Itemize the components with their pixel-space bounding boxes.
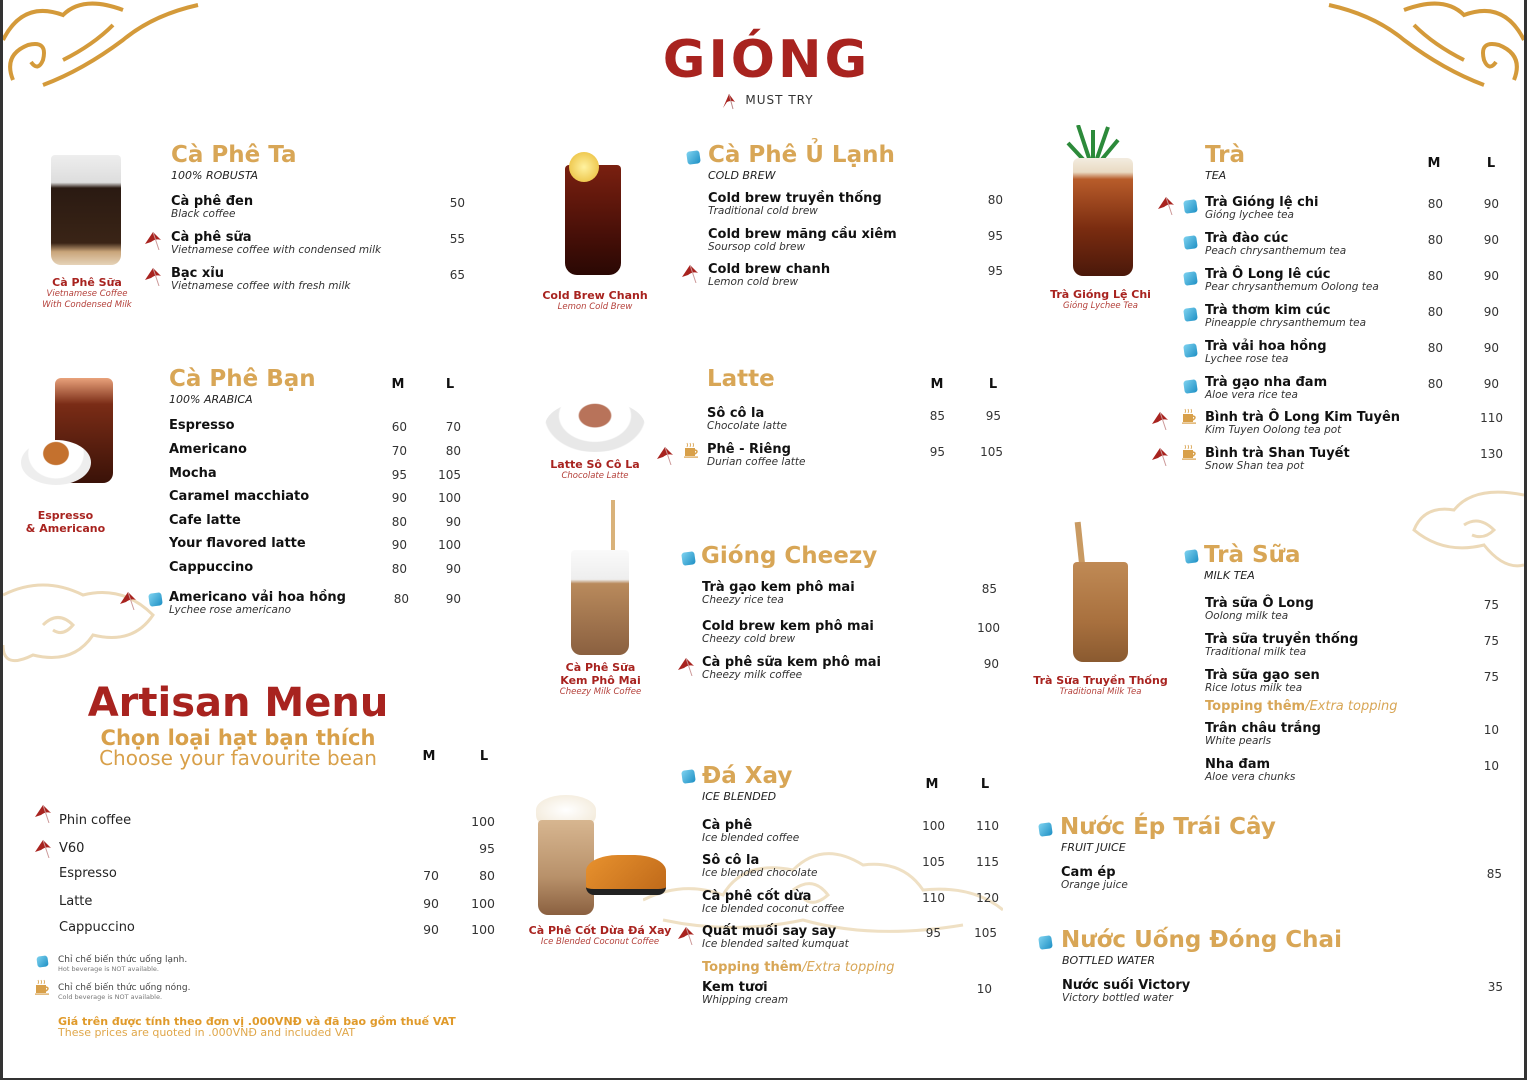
menu-item: [1205, 231, 1346, 257]
item-price: 10: [976, 982, 992, 996]
must-try-flag-icon: [1156, 195, 1178, 215]
caption-name: Cà Phê Sữa: [565, 661, 636, 674]
price-l: 100: [471, 922, 495, 937]
photo-caption: [13, 509, 118, 535]
item-desc: Traditional milk tea: [1205, 646, 1307, 658]
price-l: 90: [1483, 233, 1499, 247]
item-name: Trà sữa Ô Long: [1205, 596, 1314, 611]
column-header-m: M: [391, 377, 405, 392]
legend-cold-en: Hot beverage is NOT available.: [58, 965, 159, 973]
price-m: 80: [393, 592, 409, 606]
menu-item: [1062, 978, 1190, 1004]
straw: [1075, 522, 1086, 567]
price-m: 90: [391, 491, 407, 505]
item-price: 55: [449, 232, 465, 246]
cold-only-icon: [1183, 307, 1198, 322]
topping-header: [1205, 699, 1398, 714]
artisan-title: Artisan Menu: [87, 680, 389, 726]
price-m: 70: [391, 444, 407, 458]
caption-name: Cà Phê Sữa: [52, 276, 122, 289]
item-name: Cà phê: [702, 818, 753, 833]
item-desc: Pear chrysanthemum Oolong tea: [1205, 281, 1379, 293]
cold-only-icon: [1038, 935, 1053, 950]
cold-only-icon: [1183, 271, 1198, 286]
menu-item: [1205, 303, 1366, 329]
item-price: 85: [1486, 867, 1502, 881]
price-l: 90: [445, 592, 461, 606]
caption-name: Kem Phô Mai: [560, 674, 641, 687]
item-name: Cold brew mãng cầu xiêm: [708, 227, 897, 242]
cold-only-icon: [681, 551, 696, 566]
item-desc: Soursop cold brew: [708, 241, 806, 253]
price-l: 100: [471, 814, 495, 829]
item-name: Espresso: [169, 418, 235, 433]
price-l: 130: [1480, 447, 1503, 461]
price-l: 95: [479, 841, 495, 856]
column-header-l: L: [1486, 156, 1496, 171]
item-name: Kem tươi: [702, 980, 768, 995]
price-l: 100: [438, 491, 461, 505]
menu-item: [1205, 339, 1327, 365]
must-try-flag-icon: [719, 90, 739, 110]
drink-photo-latte: [545, 400, 645, 452]
menu-item: [169, 590, 346, 616]
menu-item: [1205, 267, 1379, 293]
hot-only-icon: [1182, 444, 1198, 460]
item-desc: Aloe vera rice tea: [1205, 389, 1298, 401]
price-l: 90: [1483, 377, 1499, 391]
item-desc: Ice blended chocolate: [702, 867, 818, 879]
column-header-m: M: [422, 749, 436, 764]
photo-caption: [1033, 674, 1168, 698]
menu-item: [1205, 668, 1320, 694]
section-subtitle: TEA: [1205, 169, 1227, 182]
price-m: 105: [922, 855, 945, 869]
item-name: Your flavored latte: [169, 536, 306, 551]
item-desc: Ice blended coconut coffee: [702, 903, 845, 915]
legend-hot-en: Cold beverage is NOT available.: [58, 993, 163, 1001]
item-desc: Peach chrysanthemum tea: [1205, 245, 1347, 257]
item-price: 95: [987, 229, 1003, 243]
cold-only-icon: [1183, 235, 1198, 250]
item-desc: Black coffee: [171, 208, 236, 220]
cold-only-icon: [681, 769, 696, 784]
item-name: Cold brew kem phô mai: [702, 619, 874, 634]
menu-item: [708, 191, 882, 217]
item-desc: Victory bottled water: [1062, 992, 1173, 1004]
price-l: 105: [974, 926, 997, 940]
item-name: Nước suối Victory: [1062, 978, 1191, 993]
price-l: 100: [471, 896, 495, 911]
column-header-l: L: [445, 377, 455, 392]
must-try-flag-icon: [1150, 446, 1172, 466]
item-price: 85: [981, 582, 997, 596]
brand-header: [3, 30, 1527, 114]
menu-item: [707, 442, 805, 468]
item-desc: Lychee rose tea: [1205, 353, 1289, 365]
item-price: 50: [449, 196, 465, 210]
price-note-en: These prices are quoted in .000VNĐ and included VAT: [58, 1026, 356, 1039]
caption-name: Espresso: [37, 509, 94, 522]
item-price: 90: [983, 657, 999, 671]
menu-item: [702, 580, 855, 606]
hot-only-icon: [35, 979, 51, 995]
price-m: 95: [391, 468, 407, 482]
price-m: 100: [922, 819, 945, 833]
item-desc: Cheezy rice tea: [702, 594, 784, 606]
column-header-l: L: [980, 777, 990, 792]
artisan-item-name: V60: [59, 841, 85, 856]
price-m: 60: [391, 420, 407, 434]
caption-en: Vietnamese Coffee: [46, 289, 128, 299]
item-name: Trà gạo nha đam: [1205, 375, 1328, 390]
item-desc: Snow Shan tea pot: [1205, 460, 1304, 472]
item-desc: Ice blended salted kumquat: [702, 938, 849, 950]
menu-item: [707, 406, 787, 432]
item-name: Cà phê sữa: [171, 230, 252, 245]
menu-item: [1205, 632, 1358, 658]
section-title: Latte: [707, 366, 775, 392]
caption-name: Cà Phê Cốt Dừa Đá Xay: [528, 924, 672, 937]
artisan-subtitle-en: Choose your favourite bean: [99, 746, 377, 770]
item-desc: Cheezy milk coffee: [702, 669, 803, 681]
item-desc: Cheezy cold brew: [702, 633, 796, 645]
item-desc: Whipping cream: [702, 994, 789, 1006]
photo-caption: [1043, 288, 1158, 312]
column-header-m: M: [925, 777, 939, 792]
section-title: Cà Phê Ủ Lạnh: [708, 142, 895, 168]
drink-photo-ca-phe-sua: [51, 155, 121, 265]
photo-caption: [543, 661, 658, 698]
price-l: 120: [976, 891, 999, 905]
item-desc: Rice lotus milk tea: [1205, 682, 1303, 694]
item-name: Trà vải hoa hồng: [1205, 339, 1327, 354]
item-name: Americano vải hoa hồng: [169, 590, 346, 605]
price-m: 90: [391, 538, 407, 552]
item-name: Cà phê đen: [171, 194, 254, 209]
cold-only-icon: [686, 150, 701, 165]
cold-only-icon: [1184, 549, 1199, 564]
must-try-flag-icon: [655, 445, 677, 465]
item-price: 65: [449, 268, 465, 282]
menu-item: [1205, 375, 1327, 401]
menu-item: [171, 230, 381, 256]
caption-name: & Americano: [25, 522, 106, 535]
price-m: 70: [423, 868, 439, 883]
price-m: 80: [1427, 341, 1443, 355]
item-name: Bình trà Ô Long Kim Tuyên: [1205, 410, 1401, 425]
item-desc: Durian coffee latte: [707, 456, 806, 468]
item-name: Sô cô la: [702, 853, 760, 868]
caption-name: Trà Sữa Truyền Thống: [1033, 674, 1168, 687]
menu-item: [1205, 596, 1314, 622]
menu-item: [171, 194, 253, 220]
section-title: Gióng Cheezy: [701, 543, 878, 569]
must-try-flag-icon: [143, 230, 165, 250]
item-desc: Ice blended coffee: [702, 832, 800, 844]
item-price: 100: [977, 621, 1000, 635]
section-title: Nước Uống Đóng Chai: [1061, 927, 1342, 953]
item-name: Cam ép: [1061, 865, 1116, 880]
photo-caption: [535, 458, 655, 482]
topping-en: /Extra topping: [802, 960, 895, 975]
caption-name: Latte Sô Cô La: [550, 458, 640, 471]
caption-en: Ice Blended Coconut Coffee: [540, 937, 660, 947]
item-name: Cafe latte: [169, 513, 241, 528]
cold-only-icon: [148, 592, 163, 607]
caption-en: Lemon Cold Brew: [557, 302, 633, 312]
price-l: 90: [1483, 305, 1499, 319]
must-try-flag-icon: [33, 803, 55, 823]
must-try-label: MUST TRY: [745, 93, 814, 107]
item-name: Trà đào cúc: [1205, 231, 1289, 246]
item-price: 75: [1483, 670, 1499, 684]
column-header-m: M: [1427, 156, 1441, 171]
item-name: Sô cô la: [707, 406, 765, 421]
price-l: 80: [445, 444, 461, 458]
caption-en: Traditional Milk Tea: [1059, 687, 1142, 697]
item-desc: Lychee rose americano: [169, 604, 292, 616]
item-desc: Chocolate latte: [707, 420, 787, 432]
drink-photo-lychee-tea: [1073, 158, 1133, 276]
item-name: Cà phê cốt dừa: [702, 889, 812, 904]
menu-item: [702, 889, 844, 915]
drink-photo-cold-brew: [565, 165, 621, 275]
price-m: 90: [423, 922, 439, 937]
section-subtitle: FRUIT JUICE: [1061, 841, 1126, 854]
must-try-flag-icon: [143, 266, 165, 286]
section-subtitle: 100% ARABICA: [169, 393, 253, 406]
item-name: Mocha: [169, 466, 217, 481]
item-name: Trân châu trắng: [1205, 721, 1321, 736]
must-try-flag-icon: [33, 838, 55, 858]
section-title: Trà Sữa: [1204, 542, 1301, 568]
menu-item: [1061, 865, 1128, 891]
legend-cold-vi: Chỉ chế biến thức uống lạnh.: [58, 955, 188, 965]
section-title: Nước Ép Trái Cây: [1060, 814, 1276, 840]
section-title: Đá Xay: [702, 763, 793, 789]
hot-only-icon: [684, 442, 700, 458]
item-price: 35: [1487, 980, 1503, 994]
price-m: 95: [929, 445, 945, 459]
item-name: Cold brew chanh: [708, 262, 831, 277]
lemon-slice: [569, 152, 599, 182]
legend-hot-vi: Chỉ chế biến thức uống nóng.: [58, 983, 191, 993]
section-subtitle: 100% ROBUSTA: [171, 169, 259, 182]
menu-item: [1205, 721, 1321, 747]
item-desc: Gióng lychee tea: [1205, 209, 1294, 221]
must-try-flag-icon: [676, 656, 698, 676]
topping-vi: Topping thêm: [702, 960, 803, 975]
price-l: 90: [1483, 197, 1499, 211]
croissant-photo: [586, 855, 666, 895]
must-try-legend: [719, 90, 813, 110]
hot-only-icon: [1182, 408, 1198, 424]
column-header-l: L: [988, 377, 998, 392]
item-name: Bạc xỉu: [171, 266, 225, 281]
item-name: Trà gạo kem phô mai: [702, 580, 855, 595]
price-l: 95: [985, 409, 1001, 423]
section-subtitle: BOTTLED WATER: [1062, 954, 1156, 967]
menu-item: [702, 853, 817, 879]
menu-item: [702, 818, 799, 844]
item-name: Quất muối say say: [702, 924, 837, 939]
price-m: 80: [391, 515, 407, 529]
item-desc: Orange juice: [1061, 879, 1128, 891]
item-desc: Aloe vera chunks: [1205, 771, 1296, 783]
brand-title: GIÓNG: [662, 30, 871, 90]
menu-item: [1205, 757, 1295, 783]
item-name: Americano: [169, 442, 247, 457]
item-desc: Kim Tuyen Oolong tea pot: [1205, 424, 1342, 436]
item-price: 95: [987, 264, 1003, 278]
item-desc: Vietnamese coffee with fresh milk: [171, 280, 351, 292]
photo-caption: [23, 276, 151, 311]
price-m: 80: [1427, 305, 1443, 319]
price-m: 80: [391, 562, 407, 576]
cold-only-icon: [36, 955, 48, 967]
drink-photo-espresso: [21, 440, 91, 485]
item-name: Cold brew truyền thống: [708, 191, 882, 206]
item-name: Trà sữa truyền thống: [1205, 632, 1359, 647]
caption-en: With Condensed Milk: [42, 300, 132, 310]
photo-caption: [535, 289, 655, 313]
artisan-item-name: Cappuccino: [59, 920, 135, 935]
price-l: 90: [1483, 341, 1499, 355]
price-l: 90: [445, 515, 461, 529]
topping-en: /Extra topping: [1305, 699, 1398, 714]
price-m: 110: [922, 891, 945, 905]
price-l: 115: [976, 855, 999, 869]
item-price: 75: [1483, 598, 1499, 612]
cold-only-icon: [1038, 822, 1053, 837]
item-name: Nha đam: [1205, 757, 1271, 772]
price-note-vi: Giá trên được tính theo đơn vị .000VNĐ và đã bao gồm thuế VAT: [58, 1015, 456, 1028]
price-l: 105: [438, 468, 461, 482]
section-subtitle: ICE BLENDED: [702, 790, 777, 803]
artisan-item-name: Phin coffee: [59, 813, 132, 828]
must-try-flag-icon: [676, 925, 698, 945]
cold-only-icon: [1183, 343, 1198, 358]
column-header-m: M: [930, 377, 944, 392]
item-desc: Lemon cold brew: [708, 276, 799, 288]
item-desc: Traditional cold brew: [708, 205, 818, 217]
item-price: 80: [987, 193, 1003, 207]
item-desc: Oolong milk tea: [1205, 610, 1289, 622]
topping-vi: Topping thêm: [1205, 699, 1306, 714]
item-name: Trà Ô Long lê cúc: [1205, 267, 1331, 282]
section-subtitle: MILK TEA: [1204, 569, 1255, 582]
drink-photo-milk-tea: [1073, 562, 1128, 662]
item-name: Trà thơm kim cúc: [1205, 303, 1331, 318]
drink-photo-cheezy-coffee: [571, 550, 629, 655]
menu-item: [171, 266, 350, 292]
menu-item: [702, 924, 849, 950]
menu-item: [708, 262, 830, 288]
price-m: 80: [1427, 197, 1443, 211]
artisan-item-name: Latte: [59, 894, 93, 909]
price-m: 85: [929, 409, 945, 423]
section-title: Trà: [1205, 142, 1246, 168]
price-m: 95: [925, 926, 941, 940]
menu-item: [702, 980, 788, 1006]
menu-item: [1205, 195, 1319, 221]
caption-en: Cheezy Milk Coffee: [559, 687, 642, 697]
price-m: 80: [1427, 377, 1443, 391]
item-name: Phê - Riêng: [707, 442, 791, 457]
menu-item: [702, 619, 874, 645]
item-name: Cà phê sữa kem phô mai: [702, 655, 882, 670]
item-desc: Pineapple chrysanthemum tea: [1205, 317, 1367, 329]
caption-en: Chocolate Latte: [561, 471, 629, 481]
price-l: 110: [976, 819, 999, 833]
price-l: 70: [445, 420, 461, 434]
cold-only-icon: [1183, 199, 1198, 214]
cold-only-icon: [1183, 379, 1198, 394]
caption-name: Trà Gióng Lệ Chi: [1050, 288, 1151, 301]
price-l: 100: [438, 538, 461, 552]
price-m: 80: [1427, 233, 1443, 247]
menu-item: [708, 227, 897, 253]
price-l: 90: [445, 562, 461, 576]
item-name: Cappuccino: [169, 560, 254, 575]
cloud-ornament-right-icon: [1354, 485, 1524, 585]
section-title: Cà Phê Bạn: [169, 366, 316, 392]
section-title: Cà Phê Ta: [171, 142, 297, 168]
item-desc: White pearls: [1205, 735, 1272, 747]
photo-caption: [525, 924, 675, 948]
caption-name: Cold Brew Chanh: [542, 289, 648, 302]
price-m: 80: [1427, 269, 1443, 283]
item-name: Trà sữa gạo sen: [1205, 668, 1320, 683]
price-l: 80: [479, 868, 495, 883]
artisan-item-name: Espresso: [59, 866, 117, 881]
price-l: 110: [1480, 411, 1503, 425]
menu-item: [1205, 446, 1350, 472]
price-m: 90: [423, 896, 439, 911]
item-price: 75: [1483, 634, 1499, 648]
item-desc: Vietnamese coffee with condensed milk: [171, 244, 382, 256]
item-name: Bình trà Shan Tuyết: [1205, 446, 1350, 461]
column-header-l: L: [479, 749, 489, 764]
price-l: 105: [980, 445, 1003, 459]
item-price: 10: [1483, 759, 1499, 773]
must-try-flag-icon: [118, 590, 140, 610]
menu-item: [1205, 410, 1400, 436]
must-try-flag-icon: [1150, 410, 1172, 430]
must-try-flag-icon: [680, 263, 702, 283]
artisan-subtitle-vi: Chọn loại hạt bạn thích: [100, 726, 376, 750]
price-l: 90: [1483, 269, 1499, 283]
item-name: Caramel macchiato: [169, 489, 310, 504]
item-price: 10: [1483, 723, 1499, 737]
topping-header: [702, 960, 895, 975]
menu-item: [702, 655, 881, 681]
section-subtitle: COLD BREW: [708, 169, 776, 182]
item-name: Trà Gióng lệ chi: [1205, 195, 1319, 210]
caption-en: Gióng Lychee Tea: [1063, 301, 1138, 311]
